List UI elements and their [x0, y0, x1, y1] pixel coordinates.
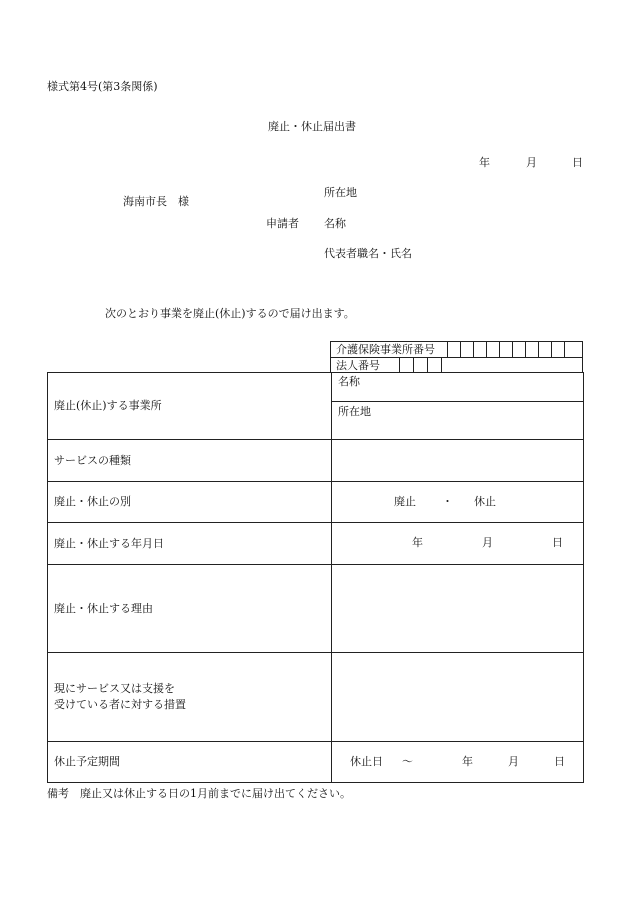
period-year: 年 [462, 755, 473, 768]
period-month: 月 [508, 755, 519, 768]
reason-label: 廃止・休止する理由 [48, 565, 332, 653]
date-value [332, 523, 584, 565]
table-row [48, 373, 584, 402]
addressee: 海南市長 様 [123, 195, 189, 208]
statement: 次のとおり事業を廃止(休止)するので届け出ます。 [105, 307, 355, 320]
page-title: 廃止・休止届出書 [268, 120, 356, 133]
office-name-label: 名称 [332, 373, 584, 402]
service-type-label: サービスの種類 [48, 440, 332, 482]
office-label: 廃止(休止)する事業所 [48, 373, 332, 440]
header-date-day: 日 [572, 156, 583, 169]
measures-label-line2: 受けている者に対する措置 [54, 698, 186, 711]
kind-label: 廃止・休止の別 [48, 482, 332, 523]
period-value [332, 742, 584, 783]
corporate-number-label: 法人番号 [336, 359, 380, 372]
abolish-option[interactable]: 廃止 [394, 495, 416, 508]
suspend-option[interactable]: 休止 [474, 495, 496, 508]
header-date-month: 月 [526, 156, 537, 169]
reason-value[interactable] [332, 565, 584, 653]
table-row [48, 523, 584, 565]
header-date-year: 年 [479, 156, 490, 169]
date-label: 廃止・休止する年月日 [48, 523, 332, 565]
table-row [48, 653, 584, 742]
measures-value[interactable] [332, 653, 584, 742]
period-start-label: 休止日 [350, 755, 383, 768]
care-insurance-number-label: 介護保険事業所番号 [336, 343, 435, 356]
date-day: 日 [552, 536, 563, 549]
applicant-representative-label: 代表者職名・氏名 [324, 247, 412, 260]
form-code: 様式第4号(第3条関係) [47, 80, 158, 93]
service-type-value[interactable] [332, 440, 584, 482]
period-tilde: ～ [402, 755, 413, 768]
measures-label [48, 653, 332, 742]
date-month: 月 [482, 536, 493, 549]
applicant-location-label: 所在地 [324, 186, 357, 199]
measures-label-line1: 現にサービス又は支援を [54, 682, 175, 696]
applicant-label: 申請者 [266, 217, 299, 230]
table-row [48, 742, 584, 783]
kind-value [332, 482, 584, 523]
date-year: 年 [412, 536, 423, 549]
period-label: 休止予定期間 [48, 742, 332, 783]
option-separator: ・ [442, 495, 453, 508]
notification-table [47, 372, 584, 783]
table-row [48, 440, 584, 482]
remarks-note: 備考 廃止又は休止する日の1月前までに届け出てください。 [47, 787, 351, 800]
number-box [330, 341, 583, 373]
office-location-label: 所在地 [332, 402, 584, 440]
table-row [48, 482, 584, 523]
applicant-name-label: 名称 [324, 217, 346, 230]
period-day: 日 [554, 755, 565, 768]
table-row [48, 565, 584, 653]
